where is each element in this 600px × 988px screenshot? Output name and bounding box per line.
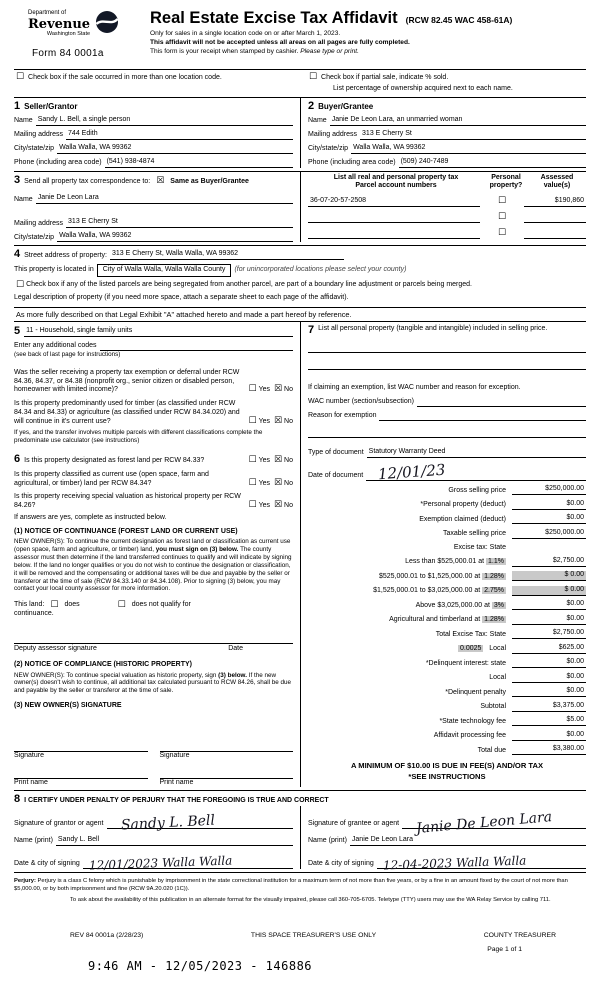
no-label: No: [284, 502, 293, 510]
type-or-print-note: Please type or print.: [300, 48, 359, 56]
parcel-header-line1: List all real and personal property tax: [333, 173, 459, 181]
divider: [14, 790, 586, 791]
tier2-value[interactable]: $ 0.00: [512, 571, 586, 581]
section-7-number: 7: [308, 324, 315, 336]
correspondence-name-value[interactable]: Janie De Leon Lara: [36, 194, 293, 204]
certification-section: [14, 793, 586, 873]
wac-number-label: WAC number (section/subsection): [308, 398, 414, 405]
yes-label: Yes: [258, 457, 271, 465]
unincorporated-note: (for unincorporated locations please select your county): [234, 266, 407, 274]
ownership-percentage-note: List percentage of ownership acquired next to each name.: [333, 84, 513, 92]
section-4-number: 4: [14, 248, 21, 261]
grantee-print-value[interactable]: Janie De Leon Lara: [350, 836, 586, 846]
grantee-print-label: Name (print): [308, 837, 347, 845]
document-date-handwritten: 12/01/23: [377, 460, 447, 484]
parcel-personal-property-checkbox[interactable]: ☐: [497, 212, 507, 223]
new-owner-print-line-2[interactable]: [160, 767, 294, 779]
taxable-selling-price-label: Taxable selling price: [442, 530, 506, 537]
grantor-signature-line[interactable]: [107, 812, 293, 834]
seller-address-label: Mailing address: [14, 130, 64, 138]
grantee-signature-label: Signature of grantee or agent: [308, 820, 400, 828]
gross-selling-price-label: Gross selling price: [448, 486, 506, 494]
assessed-value[interactable]: [524, 229, 586, 239]
historic-no-checkbox[interactable]: ☒: [273, 500, 283, 511]
same-as-buyer-label: Same as Buyer/Grantee: [170, 177, 249, 185]
print-name-label: Print name: [14, 778, 48, 786]
buyer-name-value[interactable]: Janie De Leon Lara, an unmarried woman: [330, 116, 586, 126]
subtotal-value[interactable]: $3,375.00: [512, 702, 586, 712]
signature-label: Signature: [159, 751, 190, 759]
buyer-name-label: Name: [308, 116, 327, 124]
header-note-1: Only for sales in a single location code on or after March 1, 2023.: [150, 29, 341, 37]
historic-yes-checkbox[interactable]: ☐: [248, 500, 257, 511]
use-classification-column: [14, 322, 300, 787]
affidavit-fee-value[interactable]: $0.00: [512, 731, 586, 741]
grantor-date-label: Date & city of signing: [14, 860, 80, 868]
header-note-3: [150, 48, 586, 56]
exemption-deferral-question: Was the seller receiving a property tax exemption or deferral under RCW 84.36, 84.37, or 84.38 (nonprofit org., senior citizen or disabled person, homeowner with limited income)?: [14, 368, 240, 394]
land-qualify-row: [14, 601, 293, 610]
buyer-csz-label: City/state/zip: [308, 144, 349, 152]
grantor-date-line[interactable]: [83, 853, 293, 873]
subtotal-label: Subtotal: [480, 703, 506, 710]
tier2-label: $525,000.01 to $1,525,000.00 at 1.28%: [378, 572, 504, 580]
exemption-intro: If claiming an exemption, list WAC number and reason for exception.: [308, 384, 521, 391]
property-location-section: [14, 249, 586, 303]
seller-name-value[interactable]: Sandy L. Bell, a single person: [36, 116, 293, 126]
forest-land-question: Is this property designated as forest land per RCW 84.33?: [24, 457, 205, 465]
delinquent-interest-state-value[interactable]: $0.00: [512, 658, 586, 668]
see-instructions-note: *SEE INSTRUCTIONS: [408, 771, 486, 781]
grantee-signature-handwritten: Janie De Leon Lara: [415, 808, 553, 837]
buyer-section: [300, 98, 586, 168]
grantor-print-label: Name (print): [14, 837, 53, 845]
land-use-code-value[interactable]: 11 - Household, single family units: [24, 327, 293, 337]
dept-name-label: Revenue: [28, 16, 91, 32]
deputy-assessor-label: Deputy assessor signature: [14, 645, 97, 653]
personal-property-intro: List all personal property (tangible and intangible) included in selling price.: [318, 325, 548, 332]
section-5-number: 5: [14, 325, 21, 337]
cashier-stamp: 9:46 AM - 12/05/2023 - 146886: [88, 959, 313, 973]
document-date-field[interactable]: [366, 460, 586, 484]
delinquent-penalty-value[interactable]: $0.00: [512, 687, 586, 697]
document-type-label: Type of document: [308, 449, 364, 456]
land-does-not-checkbox[interactable]: ☐: [117, 600, 126, 611]
timber-no-checkbox[interactable]: ☒: [273, 415, 283, 426]
assessed-value[interactable]: [524, 213, 586, 223]
total-due-value[interactable]: $3,380.00: [512, 745, 586, 755]
land-does-not-label: does not qualify for: [131, 601, 191, 609]
page-number: Page 1 of 1: [487, 945, 522, 953]
personal-property-tax-column: [300, 322, 586, 787]
new-owner-print-line-1[interactable]: [14, 767, 148, 779]
correspondence-csz-label: City/state/zip: [14, 233, 55, 241]
document-type-value[interactable]: Statutory Warranty Deed: [367, 448, 586, 458]
grantor-signature-handwritten: Sandy L. Bell: [120, 812, 215, 834]
parcel-row: [308, 229, 586, 239]
total-excise-state-value[interactable]: $2,750.00: [512, 629, 586, 639]
yes-label: Yes: [258, 502, 271, 510]
tier3-label: $1,525,000.01 to $3,025,000.00 at 2.75%: [373, 587, 504, 594]
no-label: No: [284, 386, 293, 394]
correspondence-csz-value[interactable]: Walla Walla, WA 99362: [57, 232, 293, 242]
seller-section: [14, 98, 300, 168]
seller-address-value[interactable]: 744 Edith: [66, 130, 293, 140]
agricultural-rate: 1.28%: [484, 616, 504, 623]
seller-phone-label: Phone (including area code): [14, 158, 102, 166]
delinquent-penalty-label: *Delinquent penalty: [445, 688, 506, 696]
notice-continuance-text: NEW OWNER(S): To continue the current designation as forest land or classification as current use (open space, farm and agriculture, or timber) land, you must sign on (3) below. The county assessor must then determine if the land transferred continues to qualify and will indicate by signing below. If the land no longer qualifies or you do not wish to continue the designation or classification, it will be removed and the compensating or additional taxes will be due and payable by the seller or transferor at the time of sale (RCW 84.33.140 or 84.34.108). Prior to signing (3) below, you may contact your local county assessor for more information.: [14, 538, 292, 593]
tier1-label: Less than $525,000.01 at 1.1%: [405, 558, 504, 565]
footer-row: [70, 932, 556, 940]
legal-description-value: As more fully described on that Legal Exhibit "A" attached hereto and made a part hereof by reference.: [14, 307, 586, 322]
main-columns: [14, 322, 586, 787]
minimum-due-note: A MINIMUM OF $10.00 IS DUE IN FEE(S) AND/OR TAX: [350, 761, 544, 771]
grantee-date-label: Date & city of signing: [308, 860, 374, 868]
exemption-reason-value[interactable]: [379, 411, 586, 421]
personal-property-header-line2: property?: [489, 182, 523, 190]
certification-statement: I CERTIFY UNDER PENALTY OF PERJURY THAT THE FOREGOING IS TRUE AND CORRECT: [24, 797, 329, 805]
parcel-row: [308, 197, 586, 207]
buyer-address-value[interactable]: 313 E Cherry St: [360, 130, 586, 140]
predominate-use-note: If yes, and the transfer involves multiple parcels with different classifications complete the predominate use calculator (see instructions): [14, 429, 263, 445]
exemption-reason-label: Reason for exemption: [308, 412, 377, 419]
document-date-label: Date of document: [308, 472, 364, 479]
section-2-number: 2: [308, 99, 315, 112]
grantee-signature-line[interactable]: [402, 808, 586, 837]
personal-property-deduct-value[interactable]: $0.00: [512, 500, 586, 510]
revenue-logo-icon: [95, 10, 119, 38]
this-land-label: This land:: [14, 601, 45, 609]
buyer-address-label: Mailing address: [308, 130, 358, 138]
deputy-assessor-signature-line[interactable]: [14, 629, 293, 644]
local-rate: 0.0025: [460, 645, 482, 652]
seller-name-label: Name: [14, 116, 33, 124]
assessed-value-header-line2: value(s): [543, 182, 571, 190]
partial-sale-checkbox[interactable]: ☐: [309, 72, 318, 82]
forest-yes-checkbox[interactable]: ☐: [248, 455, 257, 466]
grantor-signature-label: Signature of grantor or agent: [14, 820, 104, 828]
affidavit-fee-label: Affidavit processing fee: [433, 732, 506, 739]
buyer-phone-label: Phone (including area code): [308, 158, 396, 166]
parties-row: [14, 98, 586, 168]
yes-label: Yes: [258, 417, 271, 425]
parcel-number-value[interactable]: 36-07-20-57-2508: [308, 197, 480, 207]
tier4-value[interactable]: $0.00: [512, 600, 586, 610]
exemption-claimed-label: Exemption claimed (deduct): [419, 515, 506, 523]
buyer-phone-value[interactable]: (509) 240-7489: [399, 158, 586, 168]
tier1-value[interactable]: $2,750.00: [512, 557, 586, 567]
divider: [14, 245, 586, 246]
wac-number-value[interactable]: [417, 397, 586, 407]
legal-description-label: Legal description of property (if you need more space, attach a separate sheet to each page of the affidavit).: [14, 294, 349, 301]
delinquent-interest-local-value[interactable]: $0.00: [512, 673, 586, 683]
total-due-label: Total due: [477, 746, 506, 754]
top-checkbox-row: [14, 73, 586, 94]
partial-sale-label: Check box if partial sale, indicate % sold.: [321, 74, 449, 81]
rcw-reference: (RCW 82.45 WAC 458-61A): [405, 15, 513, 25]
new-owner-signature-heading: (3) NEW OWNER(S) SIGNATURE: [14, 702, 122, 710]
yes-label: Yes: [258, 479, 271, 487]
grantor-date-handwritten: 12/01/2023 Walla Walla: [88, 853, 233, 873]
delinquent-interest-local-label: Local: [489, 674, 506, 681]
timber-yes-checkbox[interactable]: ☐: [248, 415, 257, 426]
additional-codes-label: Enter any additional codes: [14, 342, 97, 350]
exemption-reason-line-2[interactable]: [308, 425, 586, 438]
parcel-table: [300, 172, 586, 243]
seller-csz-label: City/state/zip: [14, 144, 55, 152]
agricultural-label: Agricultural and timberland at 1.28%: [389, 616, 504, 623]
land-does-label: does: [64, 601, 80, 609]
parcel-number-value[interactable]: [308, 213, 480, 223]
segregated-parcels-label: Check box if any of the listed parcels are being segregated from another parcel, are part of a boundary line adjustment or parcels being merged.: [26, 281, 472, 288]
dept-of-label: Department of: [28, 10, 67, 16]
assessed-value[interactable]: $190,860: [524, 197, 586, 207]
notice-compliance-text: NEW OWNER(S): To continue special valuation as historic property, sign (3) below. If the new owner(s) doesn't wish to continue, all additional tax calculated pursuant to RCW 84.26, shall be due and payable by the seller or transferor at the time of sale.: [14, 671, 292, 695]
grantee-date-line[interactable]: [377, 853, 586, 873]
technology-fee-value[interactable]: $5.00: [512, 716, 586, 726]
new-owner-signature-line-1[interactable]: [14, 737, 148, 752]
personal-property-header-line1: Personal: [491, 173, 521, 181]
taxable-selling-price-value[interactable]: $250,000.00: [512, 529, 586, 539]
land-does-checkbox[interactable]: ☐: [50, 600, 59, 611]
same-as-buyer-checkbox[interactable]: ☒: [156, 175, 165, 186]
forest-no-checkbox[interactable]: ☒: [273, 455, 283, 466]
grantee-date-handwritten: 12-04-2023 Walla Walla: [382, 853, 527, 873]
perjury-notice: [14, 877, 586, 904]
rev-form-number: REV 84 0001a (2/28/23): [70, 931, 144, 939]
multi-location-checkbox[interactable]: ☐: [16, 72, 25, 82]
signature-label: Signature: [14, 751, 44, 759]
parcel-number-value[interactable]: [308, 229, 480, 239]
tax-correspondence-section: [14, 172, 300, 243]
correspondence-address-value[interactable]: 313 E Cherry St: [66, 218, 293, 228]
alternate-format-note: To ask about the availability of this publication in an alternate format for the visually impaired, please call 360-705-6705. Teletype (TTY) users may use the WA Relay Service by calling 711.: [70, 897, 551, 904]
grantor-print-value[interactable]: Sandy L. Bell: [56, 836, 293, 846]
yes-label: Yes: [258, 386, 271, 394]
seller-csz-value[interactable]: Walla Walla, WA 99362: [57, 144, 293, 154]
no-label: No: [284, 479, 293, 487]
personal-property-line-2[interactable]: [308, 357, 586, 370]
section-1-number: 1: [14, 99, 21, 112]
correspondence-intro: Send all property tax correspondence to:: [24, 177, 151, 185]
personal-property-deduct-label: *Personal property (deduct): [420, 501, 506, 508]
county-treasurer-label: COUNTY TREASURER: [483, 931, 556, 939]
if-yes-note: If answers are yes, complete as instructed below.: [14, 513, 167, 521]
treasurer-space-label: THIS SPACE TREASURER'S USE ONLY: [250, 931, 377, 939]
correspondence-row: [14, 172, 586, 243]
parcel-header-line2: Parcel account numbers: [355, 182, 437, 190]
additional-codes-value[interactable]: [100, 341, 294, 351]
new-owner-signature-line-2[interactable]: [160, 737, 294, 752]
parcel-personal-property-checkbox[interactable]: ☐: [497, 196, 507, 207]
parcel-personal-property-checkbox[interactable]: ☐: [497, 228, 507, 239]
seller-section-title: Seller/Grantor: [24, 101, 78, 111]
section-3-number: 3: [14, 173, 21, 186]
assessed-value-header-line1: Assessed: [540, 173, 574, 181]
divider: [14, 69, 586, 70]
section-8-number: 8: [14, 793, 21, 806]
form-number: Form 84 0001a: [32, 48, 104, 59]
total-excise-state-label: Total Excise Tax: State: [435, 630, 506, 638]
exemption-yes-checkbox[interactable]: ☐: [248, 384, 257, 395]
notice-continuance-heading: (1) NOTICE OF CONTINUANCE (FOREST LAND OR CURRENT USE): [14, 527, 238, 535]
correspondence-address-label: Mailing address: [14, 219, 64, 227]
header-note-2: This affidavit will not be accepted unless all areas on all pages are fully completed.: [150, 38, 410, 46]
historic-property-question: Is this property receiving special valuation as historical property per RCW 84.26?: [14, 493, 241, 510]
perjury-lead: Perjury:: [14, 878, 36, 885]
tier1-rate: 1.1%: [488, 558, 504, 565]
personal-property-line-1[interactable]: [308, 340, 586, 353]
local-tax-label: 0.0025 Local: [460, 645, 506, 652]
continuance-label: continuance.: [14, 610, 54, 618]
exemption-no-checkbox[interactable]: ☒: [273, 384, 283, 395]
seller-phone-value[interactable]: (541) 938-4874: [105, 158, 293, 168]
current-use-yes-checkbox[interactable]: ☐: [248, 477, 257, 488]
form-header: [14, 8, 586, 66]
deputy-date-label: Date: [228, 645, 243, 653]
tier4-rate: 3%: [493, 601, 504, 609]
section-6-number: 6: [14, 453, 21, 466]
street-address-label: Street address of property:: [24, 251, 108, 259]
parcel-row: [308, 213, 586, 223]
location-code-select[interactable]: City of Walla Walla, Walla Walla County: [97, 264, 232, 277]
buyer-section-title: Buyer/Grantee: [318, 101, 374, 111]
excise-tax-state-label: Excise tax: State: [453, 543, 506, 551]
local-tax-value[interactable]: $625.00: [512, 644, 586, 654]
located-in-label: This property is located in: [14, 266, 94, 274]
current-use-question: Is this property classified as current use (open space, farm and agricultural, or timber) land per RCW 84.34?: [14, 470, 209, 487]
technology-fee-label: *State technology fee: [439, 717, 506, 725]
gross-selling-price-value[interactable]: $250,000.00: [512, 485, 586, 495]
agricultural-value[interactable]: $0.00: [512, 615, 586, 625]
tier3-value[interactable]: $ 0.00: [512, 586, 586, 596]
washington-state-label: Washington State: [46, 30, 91, 37]
header-note-3-text: This form is your receipt when stamped by cashier.: [150, 48, 299, 56]
delinquent-interest-state-label: *Delinquent interest: state: [425, 659, 506, 667]
no-label: No: [284, 457, 293, 465]
correspondence-name-label: Name: [14, 195, 33, 203]
no-label: No: [284, 417, 293, 425]
buyer-csz-value[interactable]: Walla Walla, WA 99362: [351, 144, 586, 154]
perjury-text: Perjury is a class C felony which is punishable by imprisonment in the state correctional institution for a maximum term of not more than five years, or by a fine in an amount fixed by the court of not more than $5,000.00, or by both imprisonment and fine (RCW 9A.20.020 (1C)).: [14, 878, 568, 893]
multi-location-label: Check box if the sale occurred in more than one location code.: [28, 74, 222, 81]
exemption-claimed-value[interactable]: $0.00: [512, 514, 586, 524]
timber-agriculture-question: Is this property predominantly used for timber (as classified under RCW 84.34 and 84.33) or agriculture (as classified under RCW 84.34.020) and will continue in it's current use?: [14, 400, 240, 425]
segregated-parcels-checkbox[interactable]: ☐: [16, 280, 25, 290]
tier2-rate: 1.28%: [484, 572, 504, 580]
form-title: Real Estate Excise Tax Affidavit: [150, 9, 398, 27]
tier3-rate: 2.75%: [484, 587, 504, 594]
agency-brand: [28, 10, 119, 38]
print-name-label: Print name: [159, 778, 194, 786]
tier4-label: Above $3,025,000.00 at 3%: [415, 601, 504, 609]
street-address-value[interactable]: 313 E Cherry St, Walla Walla, WA 99362: [110, 250, 344, 260]
additional-codes-note: (see back of last page for instructions): [14, 351, 121, 358]
notice-compliance-heading: (2) NOTICE OF COMPLIANCE (HISTORIC PROPERTY): [14, 660, 192, 668]
current-use-no-checkbox[interactable]: ☒: [273, 477, 283, 488]
